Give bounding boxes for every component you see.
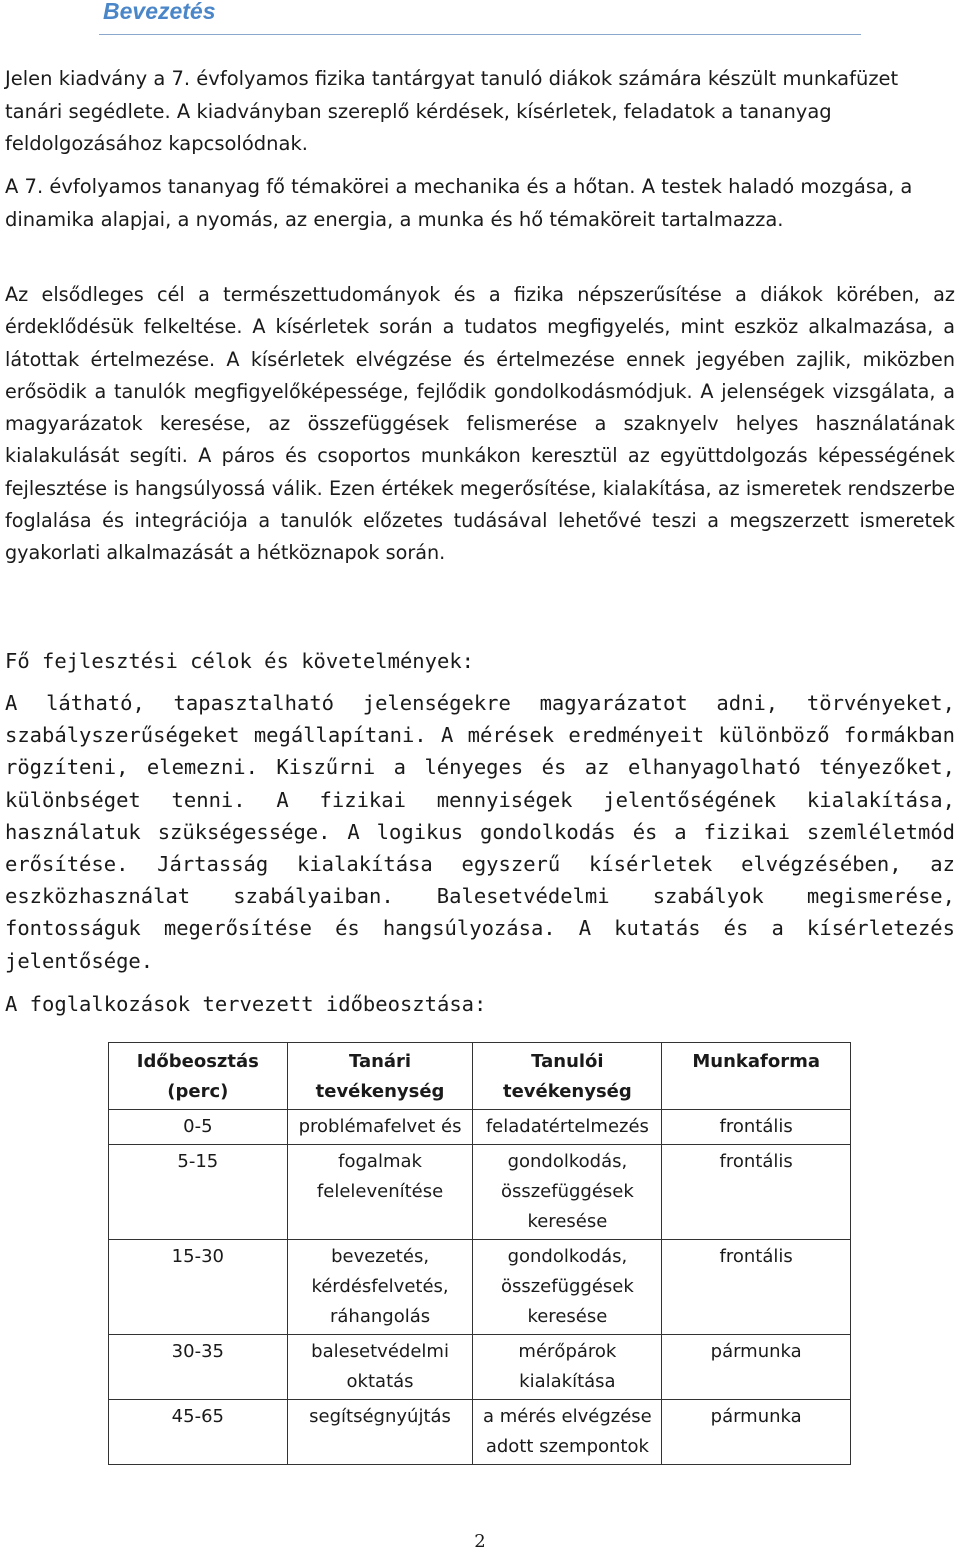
intro-paragraph: Jelen kiadvány a 7. évfolyamos fizika tantárgyat tanuló diákok számára készült munkafüzet tanári segédlete. A kiadványban szereplő kérdések, kísérletek, feladatok a tananyag feldolgozásához kapcsolódnak. [5,67,899,155]
table-header-row [109,1043,851,1110]
schedule-heading: A foglalkozások tervezett időbeosztása: [5,992,487,1016]
cell-student-activity: gondolkodás, összefüggések keresése [473,1240,662,1335]
header-time: Időbeosztás (perc) [109,1043,288,1110]
page-number: 2 [474,1531,486,1552]
cell-work-form: frontális [662,1240,851,1335]
schedule-table [108,1042,851,1465]
development-goals-paragraph: A látható, tapasztalható jelenségekre magyarázatot adni, törvényeket, szabályszerűségeket megállapítani. A mérések eredményeit különböző formákban rögzíteni, elemezni. Kiszűrni a lényeges és az elhanyagolható tényezőket, különbséget tenni. A fizikai mennyiségek jelentőségének kialakítása, használatuk szükségessége. A logikus gondolkodás és a fizikai szemléletmód erősítése. Jártasság kialakítása egyszerű kísérletek elvégzésében, az eszközhasználat szabályaiban. Balesetvédelmi szabályok megismerése, fontosságuk megerősítése és hangsúlyozása. A kutatás és a kísérletezés jelentősége. [5,691,955,973]
cell-student-activity: mérőpárok kialakítása [473,1335,662,1400]
topics-paragraph: A 7. évfolyamos tananyag fő témakörei a mechanika és a hőtan. A testek haladó mozgása, a dinamika alapjai, a nyomás, az energia, a munka és hő témaköreit tartalmazza. [5,175,913,231]
cell-work-form: pármunka [662,1400,851,1465]
section-heading: Bevezetés [103,0,216,24]
cell-teacher-activity: bevezetés, kérdésfelvetés, ráhangolás [287,1240,473,1335]
header-work-form: Munkaforma [662,1043,851,1110]
cell-teacher-activity: problémafelvet és [287,1110,473,1145]
cell-teacher-activity: segítségnyújtás [287,1400,473,1465]
heading-underline [99,34,861,35]
goals-paragraph: Az elsődleges cél a természettudományok és a fizika népszerűsítése a diákok körében, az érdeklődésük felkeltése. A kísérletek során a tudatos megfigyelés, mint eszköz alkalmazása, a látottak értelmezése. A kísérletek elvégzése és értelmezése ennek jegyében zajlik, miközben erősödik a tanulók megfigyelőképessége, fejlődik gondolkodásmódjuk. A jelenségek vizsgálata, a magyarázatok keresése, az összefüggések felismerése a szaknyelv helyes használatának kialakulását segíti. A páros és csoportos munkákon keresztül az együttdolgozás képességének fejlesztése is hangsúlyossá válik. Ezen értékek megerősítése, kialakítása, az ismeretek rendszerbe foglalása és integrációja a tanulók előzetes tudásával lehetővé teszi a megszerzett ismeretek gyakorlati alkalmazását a hétköznapok során. [5,283,955,565]
cell-time: 5-15 [109,1145,288,1240]
table-row [109,1335,851,1400]
cell-student-activity: gondolkodás, összefüggések keresése [473,1145,662,1240]
table-row [109,1400,851,1465]
development-heading: Fő fejlesztési célok és követelmények: [5,649,474,673]
header-teacher-activity: Tanári tevékenység [287,1043,473,1110]
cell-teacher-activity: fogalmak felelevenítése [287,1145,473,1240]
table-row [109,1240,851,1335]
cell-time: 0-5 [109,1110,288,1145]
cell-work-form: pármunka [662,1335,851,1400]
cell-time: 30-35 [109,1335,288,1400]
cell-work-form: frontális [662,1145,851,1240]
header-student-activity: Tanulói tevékenység [473,1043,662,1110]
cell-time: 15-30 [109,1240,288,1335]
cell-teacher-activity: balesetvédelmi oktatás [287,1335,473,1400]
cell-work-form: frontális [662,1110,851,1145]
cell-student-activity: feladatértelmezés [473,1110,662,1145]
table-row [109,1145,851,1240]
table-row [109,1110,851,1145]
cell-time: 45-65 [109,1400,288,1465]
cell-student-activity: a mérés elvégzése adott szempontok [473,1400,662,1465]
